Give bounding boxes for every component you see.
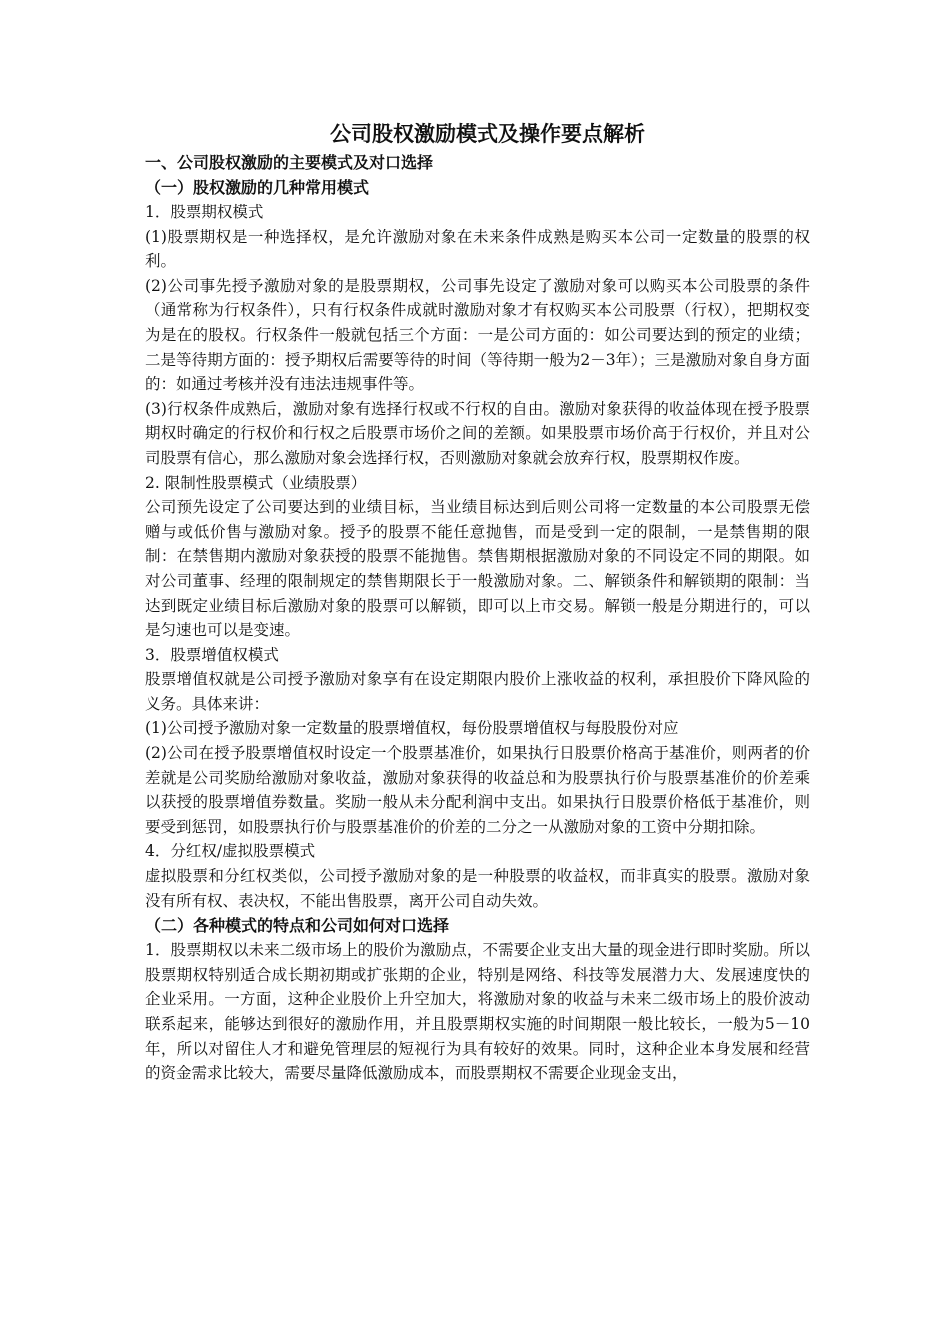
paragraph: 虚拟股票和分红权类似，公司授予激励对象的是一种股票的收益权，而非真实的股票。激励对象没有所有权、表决权，不能出售股票，离开公司自动失效。 xyxy=(145,867,810,910)
paragraph: (2)公司事先授予激励对象的是股票期权，公司事先设定了激励对象可以购买本公司股票的条件（通常称为行权条件），只有行权条件成就时激励对象才有权购买本公司股票（行权），把期权变为是在的股权。行权条件一般就包括三个方面：一是公司方面的：如公司要达到的预定的业绩；二是等待期方面的：授予期权后需要等待的时间（等待期一般为2－3年）；三是激励对象自身方面的：如通过考核并没有违法违规事件等。 xyxy=(145,276,810,394)
item-heading-sar: 3．股票增值权模式 xyxy=(145,645,279,664)
paragraph: (1)股票期权是一种选择权，是允许激励对象在未来条件成熟是购买本公司一定数量的股票的权利。 xyxy=(145,227,810,271)
paragraph: (2)公司在授予股票增值权时设定一个股票基准价，如果执行日股票价格高于基准价，则两者的价差就是公司奖励给激励对象收益，激励对象获得的收益总和为股票执行价与股票基准价的价差乘以获授的股票增值券数量。奖励一般从未分配利润中支出。如果执行日股票价格低于基准价，则要受到惩罚，如股票执行价与股票基准价的价差的二分之一从激励对象的工资中分期扣除。 xyxy=(145,744,810,836)
paragraph: (3)行权条件成熟后，激励对象有选择行权或不行权的自由。激励对象获得的收益体现在授予股票期权时确定的行权价和行权之后股票市场价之间的差额。如果股票市场价高于行权价，并且对公司股票有信心，那么激励对象会选择行权，否则激励对象就会放弃行权，股票期权作废。 xyxy=(145,399,810,467)
item-heading-phantom-stock: 4．分红权/虚拟股票模式 xyxy=(145,842,316,861)
subsection-heading-2: （二）各种模式的特点和公司如何对口选择 xyxy=(145,916,450,936)
paragraph: (1)公司授予激励对象一定数量的股票增值权，每份股票增值权与每股股份对应 xyxy=(145,719,679,738)
item-heading-stock-option: 1．股票期权模式 xyxy=(145,203,264,221)
section-heading-1: 一、公司股权激励的主要模式及对口选择 xyxy=(145,153,434,172)
document-title: 公司股权激励模式及操作要点解析 xyxy=(330,122,645,146)
item-heading-restricted-stock: 2. 限制性股票模式（业绩股票） xyxy=(145,473,367,492)
paragraph: 股票增值权就是公司授予激励对象享有在设定期限内股价上涨收益的权利，承担股价下降风险的义务。具体来讲： xyxy=(145,670,810,713)
paragraph: 1．股票期权以未来二级市场上的股价为激励点，不需要企业支出大量的现金进行即时奖励。所以股票期权特别适合成长期初期或扩张期的企业，特别是网络、科技等发展潜力大、发展速度快的企业采用。一方面，这种企业股价上升空加大，将激励对象的收益与未来二级市场上的股价波动联系起来，能够达到很好的激励作用，并且股票期权实施的时间期限一般比较长，一般为5－10年，所以对留住人才和避免管理层的短视行为具有较好的效果。同时，这种企业本身发展和经营的资金需求比较大，需要尽量降低激励成本，而股票期权不需要企业现金支出， xyxy=(145,941,810,1083)
document-page xyxy=(145,118,810,1086)
subsection-heading-1: （一）股权激励的几种常用模式 xyxy=(145,178,370,197)
paragraph: 公司预先设定了公司要达到的业绩目标，当业绩目标达到后则公司将一定数量的本公司股票无偿赠与或低价售与激励对象。授予的股票不能任意抛售，而是受到一定的限制，一是禁售期的限制：在禁售期内激励对象获授的股票不能抛售。禁售期根据激励对象的不同设定不同的期限。如对公司董事、经理的限制规定的禁售期限长于一般激励对象。二、解锁条件和解锁期的限制：当达到既定业绩目标后激励对象的股票可以解锁，即可以上市交易。解锁一般是分期进行的，可以是匀速也可以是变速。 xyxy=(145,498,810,640)
